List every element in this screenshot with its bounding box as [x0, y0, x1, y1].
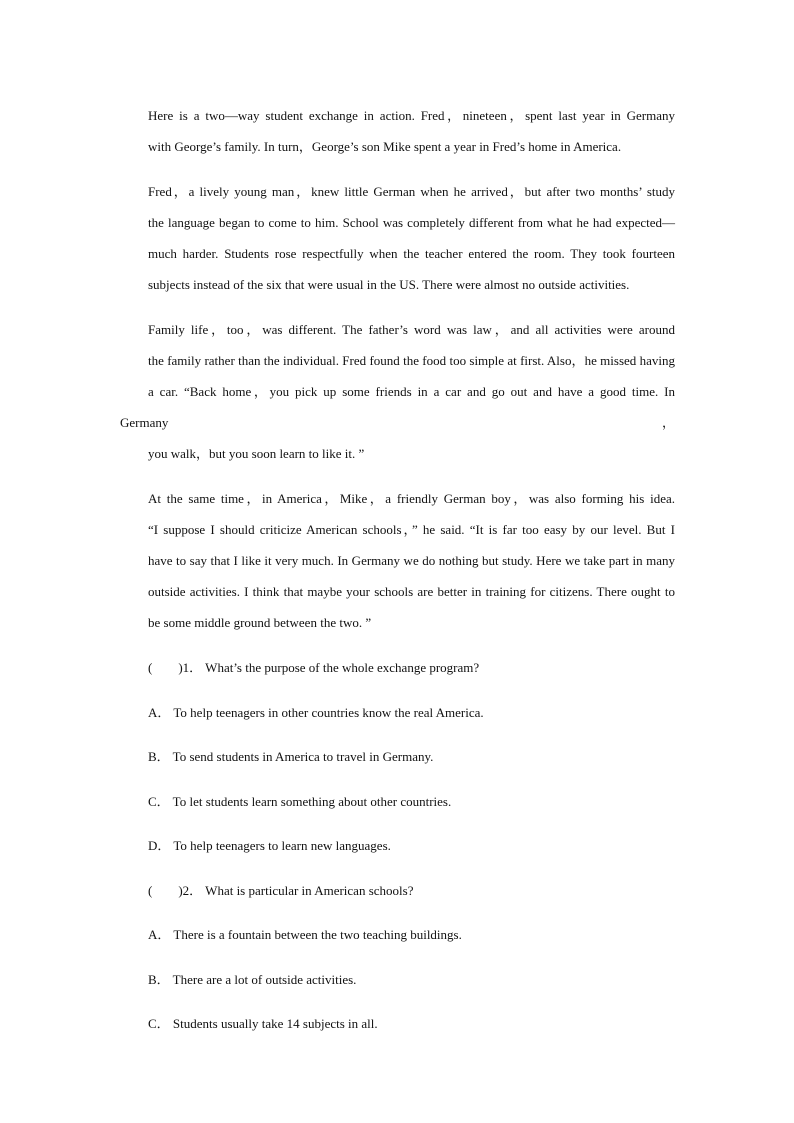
question-1-stem: ( )1． What’s the purpose of the whole exchange program? [148, 660, 480, 675]
question-2-option-c: C． Students usually take 14 subjects in all. [148, 1016, 378, 1031]
paragraph-line: be some middle ground between the two. ” [148, 615, 372, 630]
paragraph-line: the family rather than the individual. Fred found the food too simple at first. Also，he missed having [148, 353, 675, 368]
paragraph-line: the language began to come to him. School was completely different from what he had expected— [148, 215, 675, 230]
question-2-stem: ( )2． What is particular in American schools? [148, 882, 414, 898]
question-1-option-d: D． To help teenagers to learn new languages. [148, 838, 391, 853]
paragraph-line: you walk，but you soon learn to like it. ” [148, 446, 365, 461]
paragraph-4 [120, 483, 675, 638]
question-1-option-b: B． To send students in America to travel in Germany. [148, 749, 434, 764]
question-2-option-a: A． There is a fountain between the two teaching buildings. [148, 927, 462, 942]
question-2-option-b: B． There are a lot of outside activities. [148, 971, 357, 987]
paragraph-line: much harder. Students rose respectfully when the teacher entered the room. They took fourteen [148, 246, 675, 261]
document-page [120, 100, 675, 1053]
paragraph-2 [120, 176, 675, 300]
paragraph-line: Family life，too，was different. The father’s word was law，and all activities were around [148, 322, 675, 337]
paragraph-line: have to say that I like it very much. In Germany we do nothing but study. Here we take part in many [148, 553, 675, 568]
paragraph-1 [120, 100, 675, 162]
question-1-option-c: C． To let students learn something about other countries. [148, 793, 452, 809]
paragraph-line: a car. “Back home，you pick up some friends in a car and go out and have a good time. In Germany， [120, 384, 675, 430]
paragraph-line: Fred，a lively young man，knew little German when he arrived，but after two months’ study [148, 184, 675, 199]
question-1-option-a: A． To help teenagers in other countries know the real America. [148, 704, 484, 720]
paragraph-3 [120, 314, 675, 469]
paragraph-line: subjects instead of the six that were usual in the US. There were almost no outside activities. [148, 277, 630, 292]
paragraph-line: with George’s family. In turn，George’s son Mike spent a year in Fred’s home in America. [148, 139, 622, 154]
paragraph-line: outside activities. I think that maybe your schools are better in training for citizens. There ought to [148, 584, 675, 599]
paragraph-line: “I suppose I should criticize American schools，” he said. “It is far too easy by our level. But I [148, 522, 675, 537]
paragraph-line: At the same time，in America，Mike，a friendly German boy，was also forming his idea. [148, 491, 675, 506]
paragraph-line: Here is a two—way student exchange in action. Fred，nineteen，spent last year in Germany [148, 108, 675, 123]
